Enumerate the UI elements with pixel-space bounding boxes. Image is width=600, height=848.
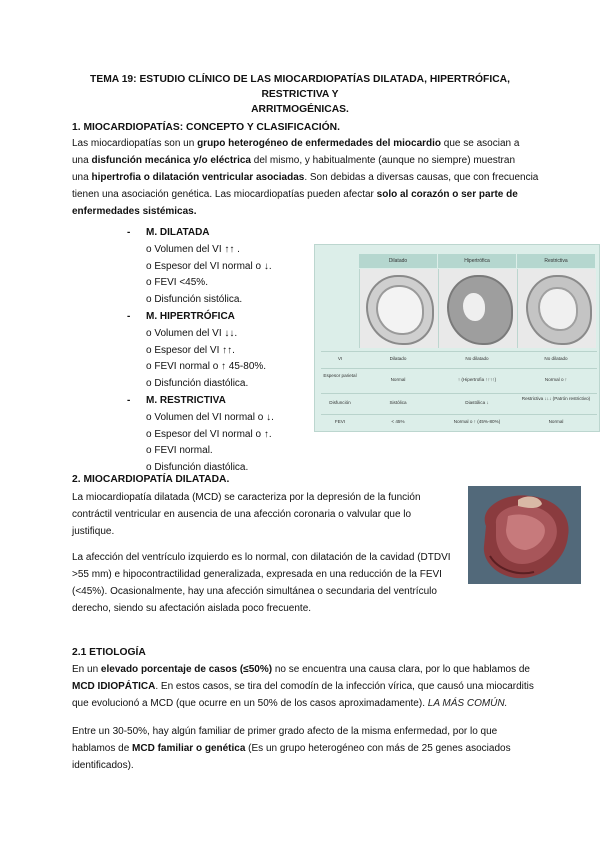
figure-header-dilatado: Dilatado	[359, 254, 437, 268]
section2-paragraph-1: La miocardiopatía dilatada (MCD) se caracteriza por la depresión de la función contráctil ventricular en ausencia de una afección coronaria o valvular que lo justifique.	[72, 492, 421, 537]
section2-heading: 2. MIOCARDIOPATÍA DILATADA.	[72, 474, 230, 485]
list-item-dilatada: - M. DILATADA	[127, 227, 210, 238]
figure-header-restrictiva: Restrictiva	[517, 254, 595, 268]
list-subitem: o FEVI <45%.	[146, 277, 208, 289]
page-title	[60, 72, 540, 117]
heart-illustration-dilated	[359, 269, 438, 348]
figure-row: FEVI < 45% Normal o ↑ (45%-80%) Normal	[321, 414, 597, 430]
list-item-hipertrofica: - M. HIPERTRÓFICA	[127, 310, 235, 322]
list-subitem: o Volumen del VI ↓↓.	[146, 327, 238, 339]
figure-header-hipertrofica: Hipertrófica	[438, 254, 516, 268]
list-subitem: o Disfunción diastólica.	[146, 462, 249, 474]
figure-row: VI Dilatado No dilatado No dilatado	[321, 351, 597, 368]
list-subitem: o Espesor del VI normal o ↓.	[146, 260, 272, 272]
list-subitem: o Espesor del VI normal o ↑.	[146, 428, 272, 440]
list-subitem: o Volumen del VI normal o ↓.	[146, 411, 274, 423]
section21-paragraph-2: Entre un 30-50%, hay algún familiar de primer grado afecto de la misma enfermedad, por lo que hablamos de MCD familiar o genética (Es un grupo heterogéneo con más de 25 genes asociados identificados).	[72, 726, 511, 771]
section1-heading: 1. MIOCARDIOPATÍAS: CONCEPTO Y CLASIFICACIÓN.	[72, 122, 340, 133]
list-subitem: o FEVI normal o ↑ 45-80%.	[146, 361, 267, 373]
list-subitem: o FEVI normal.	[146, 445, 213, 457]
list-subitem: o Disfunción sistólica.	[146, 294, 243, 306]
cardiomyopathy-comparison-figure	[314, 244, 600, 432]
figure-row: Espesor parietal Normal ↑ (Hipertrofia ↑↑↑↑) Normal o ↑	[321, 368, 597, 393]
figure-row: Disfunción Sistólica Diastólica ↓ Restrictiva ↓↓↓ (Patrón restrictivo)	[321, 393, 597, 414]
heart-illustration-restrictive	[517, 269, 596, 348]
section1-paragraph: Las miocardiopatías son un grupo heterogéneo de enfermedades del miocardio que se asocian a una disfunción mecánica y/o eléctrica del mismo, y habitualmente (aunque no siempre) muestran una hipertrofia o dilatación ventricular asociadas. Son debidas a diversas causas, que con frecuencia tienen una asociación genética. Las miocardiopatías pueden afectar solo al corazón o ser parte de enfermedades sistémicas.	[72, 138, 539, 217]
section21-paragraph-1: En un elevado porcentaje de casos (≤50%) no se encuentra una causa clara, por lo que hablamos de MCD IDIOPÁTICA. En estos casos, se tira del comodín de la infección vírica, que causó una miocarditis que evolucionó a MCD (que ocurre en un 50% de los casos aproximadamente). LA MÁS COMÚN.	[72, 664, 534, 709]
section2-paragraph-2: La afección del ventrículo izquierdo es lo normal, con dilatación de la cavidad (DTDVI >55 mm) e hipocontractilidad generalizada, expresada en una reducción de la FEVI (<45%). Ocasionalmente, hay una afección simultánea o secundaria del ventrículo derecho, siendo su afectación aislada poco frecuente.	[72, 552, 451, 614]
list-subitem: o Volumen del VI ↑↑ .	[146, 243, 240, 255]
list-item-restrictiva: - M. RESTRICTIVA	[127, 394, 226, 406]
list-subitem: o Espesor del VI ↑↑.	[146, 344, 235, 356]
title-line-2: ARRITMOGÉNICAS.	[251, 104, 349, 115]
cardiomyopathy-list	[127, 225, 274, 477]
list-subitem: o Disfunción diastólica.	[146, 378, 249, 390]
title-line-1: TEMA 19: ESTUDIO CLÍNICO DE LAS MIOCARDIOPATÍAS DILATADA, HIPERTRÓFICA, RESTRICTIVA Y	[90, 74, 510, 100]
section21-heading: 2.1 ETIOLOGÍA	[72, 647, 146, 658]
heart-illustration-hypertrophic	[438, 269, 517, 348]
